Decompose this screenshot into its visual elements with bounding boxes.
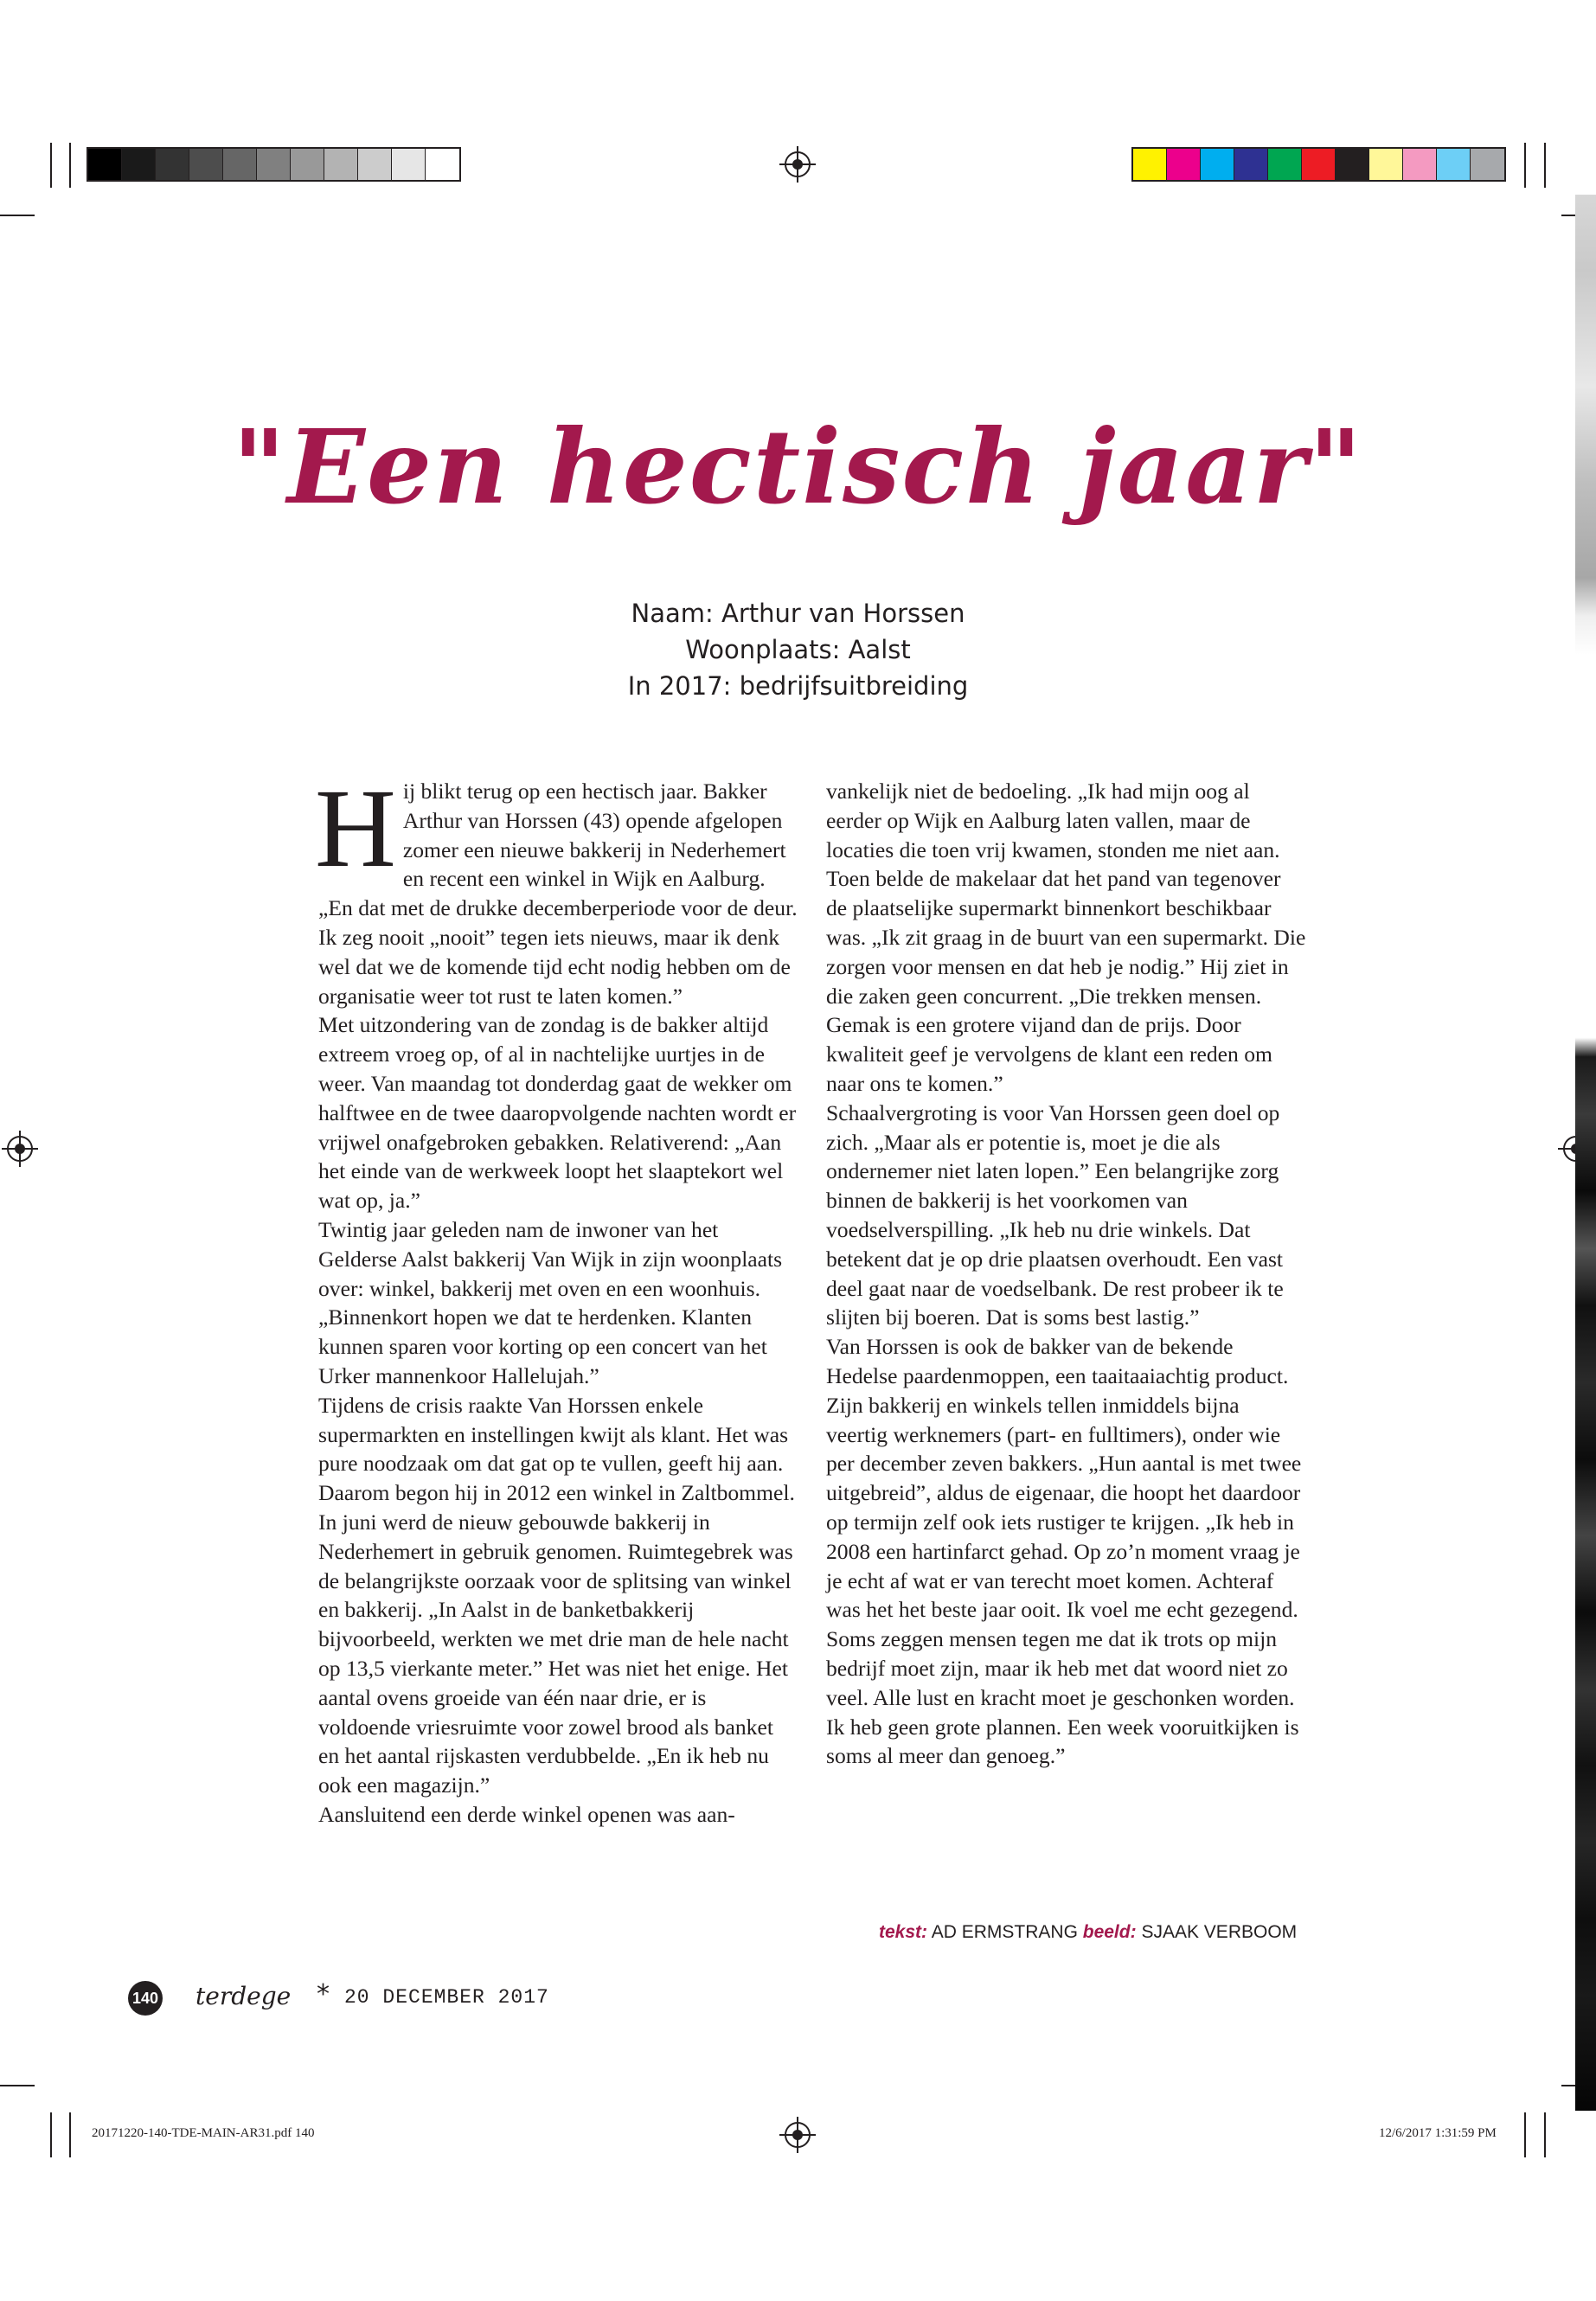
- gray-swatch: [358, 149, 392, 180]
- issue-date: 20 DECEMBER 2017: [344, 1986, 549, 2009]
- gray-swatch: [223, 149, 257, 180]
- crop-mark-bottom-right-v2: [1544, 2112, 1546, 2157]
- meta-name: Naam: Arthur van Horssen: [631, 599, 965, 628]
- color-swatch: [1133, 149, 1167, 180]
- gray-swatch: [426, 149, 459, 180]
- paragraph: Tijdens de crisis raakte Van Horssen enkele supermarkten en instellingen kwijt als klant. Het was pure noodzaak om dat gat op te vullen, geeft hij aan. Daarom begon hij in 2012 een winkel in Zaltbommel. In juni werd de nieuw gebouwde bakkerij in Nederhemert in gebruik genomen. Ruimtegebrek was de belangrijkste oorzaak voor de splitsing van winkel en bakkerij. „In Aalst in de banketbakkerij bijvoorbeeld, werkten we met drie man de hele nacht op 13,5 vierkante meter.” Het was niet het enige. Het aantal ovens groeide van één naar drie, er is voldoende vriesruimte voor zowel brood als banket en het aantal rijskasten verdubbelde. „En ik heb nu ook een magazijn.”: [318, 1392, 795, 1798]
- crop-mark-bottom-right-v1: [1524, 2112, 1526, 2157]
- credit-image-author: SJAAK VERBOOM: [1141, 1922, 1298, 1942]
- crop-mark-top-right-v1: [1524, 143, 1526, 188]
- crop-mark-bottom-left-v2: [69, 2112, 71, 2157]
- page-number-badge: 140: [128, 1981, 163, 2016]
- crop-mark-top-right-v2: [1544, 143, 1546, 188]
- credit-text-label: tekst:: [879, 1922, 928, 1942]
- color-swatch: [1471, 149, 1504, 180]
- color-swatch: [1268, 149, 1302, 180]
- color-swatch: [1167, 149, 1201, 180]
- grayscale-bar: [87, 147, 461, 182]
- color-bar: [1131, 147, 1506, 182]
- separator-star-icon: *: [317, 1979, 330, 2009]
- article-column-left: [315, 766, 798, 1830]
- crop-mark-top-left-v2: [69, 143, 71, 188]
- paragraph: Schaalvergroting is voor Van Horssen geen doel op zich. „Maar als er potentie is, moet je die als ondernemer niet laten lopen.” Een belangrijke zorg binnen de bakkerij is het voorkomen van voedselverspilling. „Ik heb nu drie winkels. Dat betekent dat je op drie plaatsen overhoudt. Een vast deel gaat naar de voedselbank. De rest probeer ik te slijten bij boeren. Dat is soms best lastig.”: [826, 1099, 1284, 1330]
- gray-swatch: [257, 149, 291, 180]
- crop-mark-top-left-h: [0, 215, 35, 216]
- registration-mark-left: [7, 1136, 33, 1162]
- article-column-right: [826, 777, 1306, 1771]
- crop-mark-top-left-v1: [50, 143, 52, 188]
- registration-mark-bottom: [785, 2122, 811, 2148]
- color-swatch: [1369, 149, 1403, 180]
- paragraph: Aansluitend een derde winkel openen was aan-: [318, 1801, 735, 1827]
- meta-residence: Woonplaats: Aalst: [685, 635, 911, 664]
- gray-swatch: [156, 149, 189, 180]
- paragraph-text: ij blikt terug op een hectisch jaar. Bakker Arthur van Horssen (43) opende afgelopen zomer een nieuwe bakkerij in Nederhemert en recent een winkel in Wijk en Aalburg. „En dat met de drukke decemberperiode voor de deur. Ik zeg nooit „nooit” tegen iets nieuws, maar ik denk wel dat we de komende tijd echt nodig hebben om de organisatie weer tot rust te laten komen.”: [318, 779, 798, 1009]
- paragraph: Twintig jaar geleden nam de inwoner van het Gelderse Aalst bakkerij Van Wijk in zijn woonplaats over: winkel, bakkerij met oven en een woonhuis. „Binnenkort hopen we dat te herdenken. Klanten kunnen sparen voor korting op een concert van het Urker mannenkoor Hallelujah.”: [318, 1216, 783, 1388]
- slug-filename: 20171220-140-TDE-MAIN-AR31.pdf 140: [92, 2126, 315, 2140]
- color-swatch: [1403, 149, 1437, 180]
- color-swatch: [1201, 149, 1234, 180]
- magazine-name: terdege: [195, 1982, 292, 2010]
- paragraph: Met uitzondering van de zondag is de bakker altijd extreem vroeg op, of al in nachtelijke uurtjes in de weer. Van maandag tot donderdag gaat de wekker om halftwee en de twee daaropvolgende nachten wordt er vrijwel onafgebroken gebakken. Relativerend: „Aan het einde van de werkweek loopt het slaaptekort wel wat op, ja.”: [318, 1012, 797, 1214]
- gray-swatch: [392, 149, 426, 180]
- color-swatch: [1336, 149, 1369, 180]
- paragraph: vankelijk niet de bedoeling. „Ik had mijn oog al eerder op Wijk en Aalburg laten vallen, maar de locaties die toen vrij kwamen, stonden me niet aan. Toen belde de makelaar dat het pand van tegenover de plaatselijke supermarkt binnenkort beschikbaar was. „Ik zit graag in de buurt van een supermarkt. Die zorgen voor mensen en dat heb je nodig.” Hij ziet in die zaken geen concurrent. „Die trekken mensen. Gemak is een grotere vijand dan de prijs. Door kwaliteit geef je vervolgens de klant een reden om naar ons te komen.”: [826, 779, 1306, 1096]
- color-swatch: [1437, 149, 1471, 180]
- slug-timestamp: 12/6/2017 1:31:59 PM: [1379, 2126, 1497, 2140]
- article-credits: [879, 1922, 1297, 1943]
- gray-swatch: [189, 149, 223, 180]
- drop-cap: H: [315, 766, 396, 891]
- color-swatch: [1302, 149, 1336, 180]
- meta-2017: In 2017: bedrijfsuitbreiding: [627, 671, 969, 701]
- crop-mark-bottom-left-h: [0, 2085, 35, 2086]
- paragraph: [315, 766, 798, 1010]
- registration-mark-top: [785, 151, 811, 177]
- credit-text-author: AD ERMSTRANG: [931, 1922, 1078, 1942]
- gray-swatch: [88, 149, 122, 180]
- color-swatch: [1234, 149, 1268, 180]
- credit-image-label: beeld:: [1082, 1922, 1137, 1942]
- gray-swatch: [324, 149, 358, 180]
- paragraph: Van Horssen is ook de bakker van de bekende Hedelse paardenmoppen, een taaitaaiachtig product. Zijn bakkerij en winkels tellen inmiddels bijna veertig werknemers (part- en fulltimers), onder wie per december zeven bakkers. „Hun aantal is met twee uitgebreid”, aldus de eigenaar, die hoopt het daardoor op termijn zelf ook iets rustiger te krijgen. „Ik heb in 2008 een hartinfarct gehad. Op zo’n moment vraag je je echt af wat er van terecht moet komen. Achteraf was het het beste jaar ooit. Ik voel me echt gezegend. Soms zeggen mensen tegen me dat ik trots op mijn bedrijf moet zijn, maar ik heb met dat woord niet zo veel. Alle lust en kracht moet je geschonken worden. Ik heb geen grote plannen. Een week vooruitkijken is soms al meer dan genoeg.”: [826, 1334, 1302, 1769]
- gray-swatch: [122, 149, 156, 180]
- gray-swatch: [291, 149, 324, 180]
- article-meta: [0, 595, 1596, 704]
- article-title: "Een hectisch jaar": [232, 407, 1364, 527]
- crop-mark-bottom-left-v1: [50, 2112, 52, 2157]
